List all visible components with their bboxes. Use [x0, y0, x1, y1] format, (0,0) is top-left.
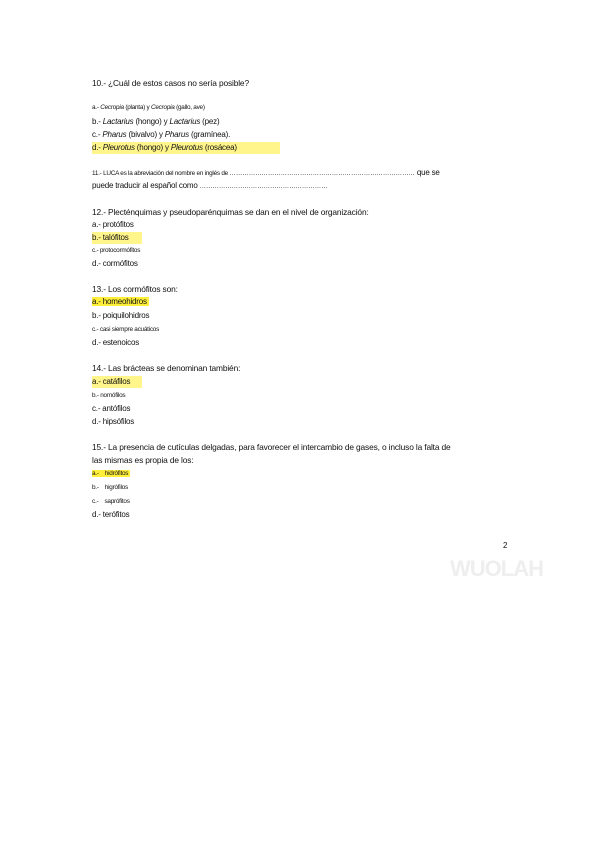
q13-option-d: d.- estenoicos — [92, 338, 140, 347]
highlight-mark: a.- homeohidros — [92, 297, 147, 306]
q12-option-b — [92, 232, 142, 244]
q13-option-b: b.- poiquilohidros — [92, 311, 150, 320]
question-15-title-line-1: 15.- La presencia de cutículas delgadas, para favorecer el intercambio de gases, o incluso la falta de — [92, 442, 451, 452]
q10-option-b: b.- Lactarius (hongo) y Lactarius (pez) — [92, 117, 220, 126]
highlight-mark: b.- talófitos — [92, 232, 142, 244]
q10-option-c: c.- Pharus (bivalvo) y Pharus (gramínea). — [92, 130, 231, 139]
question-11-line-1: 11.- LUCA es la abreviación del nombre en inglés de …………………………………………………………………………… que se — [92, 168, 440, 177]
question-11-line-2: puede traducir al español como …………………………………………………… — [92, 181, 328, 190]
q10-option-a: a.- Cecropia (planta) y Cecropia (gallo, ave) — [92, 104, 205, 111]
q14-option-c: c.- antófilos — [92, 404, 131, 413]
q15-option-b: b.- higrófilos — [92, 484, 128, 491]
question-13-title: 13.- Los cormófitos son: — [92, 284, 178, 294]
page-number: 2 — [503, 541, 508, 550]
q12-option-d: d.- cormófitos — [92, 259, 138, 268]
q13-option-a — [92, 296, 149, 308]
question-12-title: 12.- Plecténquimas y pseudoparénquimas se dan en el nivel de organización: — [92, 207, 369, 217]
q15-option-d: d.- terófitos — [92, 510, 130, 519]
question-14-title: 14.- Las brácteas se denominan también: — [92, 363, 241, 373]
q12-option-a: a.- protófitos — [92, 220, 134, 229]
q14-option-a — [92, 376, 142, 388]
question-10-title: 10.- ¿Cuál de estos casos no sería posible? — [92, 78, 249, 88]
q14-option-d: d.- hipsófilos — [92, 417, 135, 426]
q10-option-d — [92, 142, 280, 154]
q14-option-b: b.- nomófilos — [92, 392, 126, 399]
q15-option-a — [92, 468, 130, 480]
q15-option-c: c.- saprófitos — [92, 498, 130, 505]
q13-option-c: c.- casi siempre acuáticos — [92, 326, 160, 333]
highlight-mark: d.- Pleurotus (hongo) y Pleurotus (rosácea) — [92, 142, 280, 154]
question-15-title-line-2: las mismas es propia de los: — [92, 455, 194, 465]
watermark-logo: WUOLAH — [450, 556, 543, 581]
q12-option-c: c.- protocormófitos — [92, 247, 141, 254]
highlight-mark: a.- catáfilos — [92, 376, 142, 388]
highlight-mark: a.- hidrófitos — [92, 470, 129, 477]
